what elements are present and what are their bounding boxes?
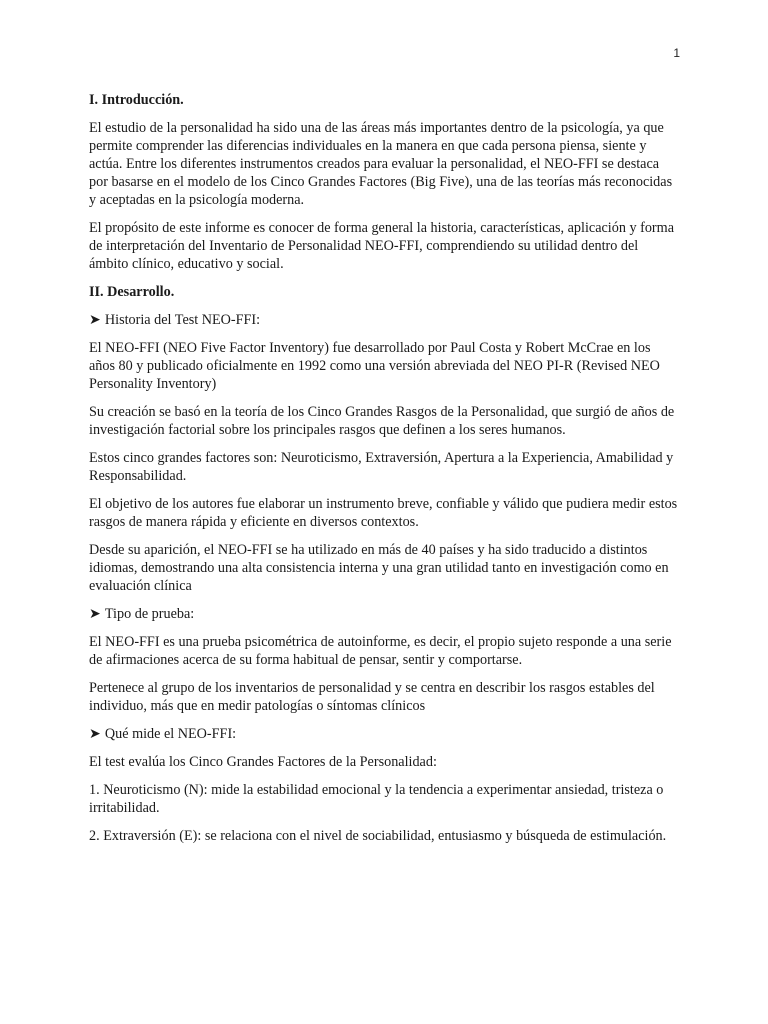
subsection-history	[89, 311, 679, 329]
section-heading-introduction: I. Introducción.	[89, 92, 184, 108]
list-item: 2. Extraversión (E): se relaciona con el nivel de sociabilidad, entusiasmo y búsqueda de estimulación.	[89, 828, 667, 844]
paragraph: El propósito de este informe es conocer de forma general la historia, características, aplicación y forma de interpretación del Inventario de Personalidad NEO-FFI, comprendiendo su utilidad dentro del ámbito clínico, educativo y social.	[89, 220, 674, 272]
arrow-bullet-icon: ➤	[89, 606, 101, 622]
paragraph: El objetivo de los autores fue elaborar un instrumento breve, confiable y válido que pudiera medir estos rasgos de manera rápida y eficiente en diversos contextos.	[89, 496, 678, 530]
arrow-bullet-icon: ➤	[89, 726, 101, 742]
paragraph: El test evalúa los Cinco Grandes Factores de la Personalidad:	[89, 754, 437, 770]
paragraph: Pertenece al grupo de los inventarios de personalidad y se centra en describir los rasgos estables del individuo, más que en medir patologías o síntomas clínicos	[89, 680, 655, 714]
list-item: 1. Neuroticismo (N): mide la estabilidad emocional y la tendencia a experimentar ansiedad, tristeza o irritabilidad.	[89, 782, 664, 816]
subsection-label: Qué mide el NEO-FFI:	[104, 726, 237, 742]
subsection-measures	[89, 725, 679, 743]
paragraph: El NEO-FFI (NEO Five Factor Inventory) fue desarrollado por Paul Costa y Robert McCrae en los años 80 y publicado oficialmente en 1992 como una versión abreviada del NEO PI-R (Revised NEO Personality Inventory)	[89, 340, 660, 392]
subsection-label: Historia del Test NEO-FFI:	[104, 312, 261, 328]
arrow-bullet-icon: ➤	[89, 312, 101, 328]
paragraph: El estudio de la personalidad ha sido una de las áreas más importantes dentro de la psicología, ya que permite comprender las diferencias individuales en la manera en que cada persona piensa, siente y actúa. Entre los diferentes instrumentos creados para evaluar la personalidad, el NEO-FFI se destaca por basarse en el modelo de los Cinco Grandes Factores (Big Five), una de las teorías más reconocidas y aceptadas en la psicología moderna.	[89, 120, 673, 208]
paragraph: Desde su aparición, el NEO-FFI se ha utilizado en más de 40 países y ha sido traducido a distintos idiomas, demostrando una alta consistencia interna y una gran utilidad tanto en investigación como en evaluación clínica	[89, 542, 669, 594]
page-number: 1	[673, 46, 680, 60]
subsection-test-type	[89, 605, 679, 623]
subsection-label: Tipo de prueba:	[104, 606, 195, 622]
document-body	[89, 91, 679, 855]
paragraph: El NEO-FFI es una prueba psicométrica de autoinforme, es decir, el propio sujeto responde a una serie de afirmaciones acerca de su forma habitual de pensar, sentir y comportarse.	[89, 634, 672, 668]
paragraph: Estos cinco grandes factores son: Neuroticismo, Extraversión, Apertura a la Experiencia, Amabilidad y Responsabilidad.	[89, 450, 674, 484]
section-heading-development: II. Desarrollo.	[89, 284, 175, 300]
paragraph: Su creación se basó en la teoría de los Cinco Grandes Rasgos de la Personalidad, que surgió de años de investigación factorial sobre los principales rasgos que definen a los seres humanos.	[89, 404, 675, 438]
